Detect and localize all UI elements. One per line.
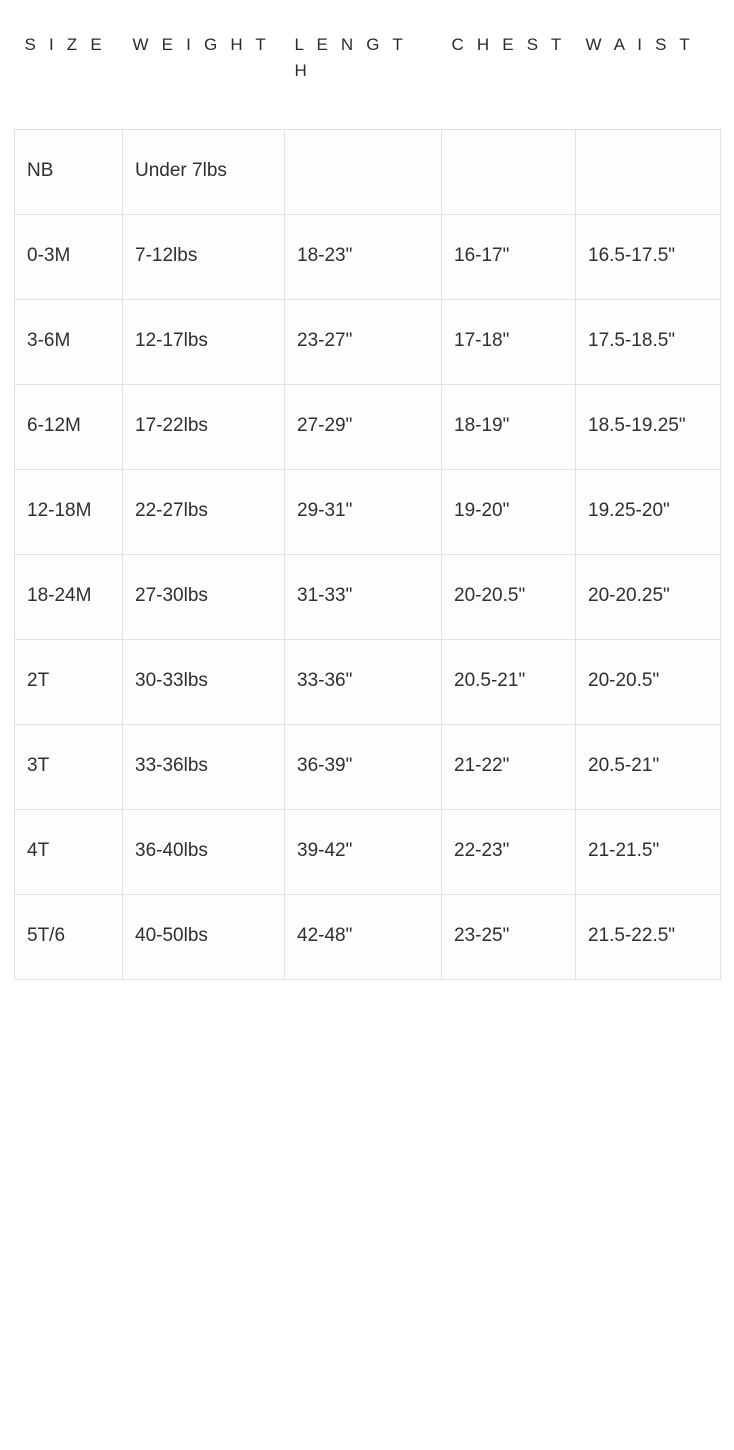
column-header-waist: W A I S T xyxy=(585,35,694,54)
cell-size: 18-24M xyxy=(15,554,123,639)
cell-waist: 20-20.25" xyxy=(576,554,721,639)
cell-weight: 27-30lbs xyxy=(123,554,285,639)
cell-weight: 33-36lbs xyxy=(123,724,285,809)
cell-chest: 22-23" xyxy=(442,809,576,894)
table-row xyxy=(15,384,721,469)
cell-weight: 30-33lbs xyxy=(123,639,285,724)
size-chart-table xyxy=(14,0,721,980)
cell-length: 39-42" xyxy=(285,809,442,894)
cell-length: 31-33" xyxy=(285,554,442,639)
cell-length: 36-39" xyxy=(285,724,442,809)
cell-waist: 17.5-18.5" xyxy=(576,299,721,384)
cell-weight: Under 7lbs xyxy=(123,129,285,214)
cell-length: 42-48" xyxy=(285,894,442,979)
cell-size: NB xyxy=(15,129,123,214)
cell-waist xyxy=(576,129,721,214)
cell-size: 12-18M xyxy=(15,469,123,554)
table-row xyxy=(15,724,721,809)
cell-chest: 20-20.5" xyxy=(442,554,576,639)
cell-length: 23-27" xyxy=(285,299,442,384)
table-body xyxy=(15,129,721,979)
table-row xyxy=(15,214,721,299)
table-row xyxy=(15,554,721,639)
cell-waist: 18.5-19.25" xyxy=(576,384,721,469)
cell-size: 2T xyxy=(15,639,123,724)
cell-chest: 21-22" xyxy=(442,724,576,809)
cell-size: 3T xyxy=(15,724,123,809)
cell-chest: 19-20" xyxy=(442,469,576,554)
table-row xyxy=(15,894,721,979)
cell-waist: 19.25-20" xyxy=(576,469,721,554)
cell-length: 29-31" xyxy=(285,469,442,554)
table-row xyxy=(15,299,721,384)
column-header-chest: C H E S T xyxy=(451,35,566,54)
table-row xyxy=(15,129,721,214)
cell-chest xyxy=(442,129,576,214)
cell-chest: 20.5-21" xyxy=(442,639,576,724)
cell-size: 3-6M xyxy=(15,299,123,384)
cell-chest: 18-19" xyxy=(442,384,576,469)
cell-length: 33-36" xyxy=(285,639,442,724)
table-header xyxy=(15,0,721,129)
cell-weight: 40-50lbs xyxy=(123,894,285,979)
cell-weight: 7-12lbs xyxy=(123,214,285,299)
table-row xyxy=(15,809,721,894)
cell-length: 27-29" xyxy=(285,384,442,469)
cell-weight: 22-27lbs xyxy=(123,469,285,554)
cell-waist: 20-20.5" xyxy=(576,639,721,724)
cell-weight: 12-17lbs xyxy=(123,299,285,384)
cell-chest: 16-17" xyxy=(442,214,576,299)
table-header-row xyxy=(15,0,721,129)
cell-weight: 36-40lbs xyxy=(123,809,285,894)
column-header-size: S I Z E xyxy=(24,35,106,54)
cell-waist: 21-21.5" xyxy=(576,809,721,894)
cell-size: 4T xyxy=(15,809,123,894)
cell-size: 6-12M xyxy=(15,384,123,469)
cell-waist: 20.5-21" xyxy=(576,724,721,809)
column-header-weight: W E I G H T xyxy=(132,35,271,54)
cell-chest: 17-18" xyxy=(442,299,576,384)
table-row xyxy=(15,639,721,724)
cell-weight: 17-22lbs xyxy=(123,384,285,469)
cell-length xyxy=(285,129,442,214)
column-header-length: L E N G T H xyxy=(294,35,407,81)
cell-size: 0-3M xyxy=(15,214,123,299)
cell-length: 18-23" xyxy=(285,214,442,299)
cell-waist: 21.5-22.5" xyxy=(576,894,721,979)
cell-waist: 16.5-17.5" xyxy=(576,214,721,299)
cell-size: 5T/6 xyxy=(15,894,123,979)
table-row xyxy=(15,469,721,554)
cell-chest: 23-25" xyxy=(442,894,576,979)
